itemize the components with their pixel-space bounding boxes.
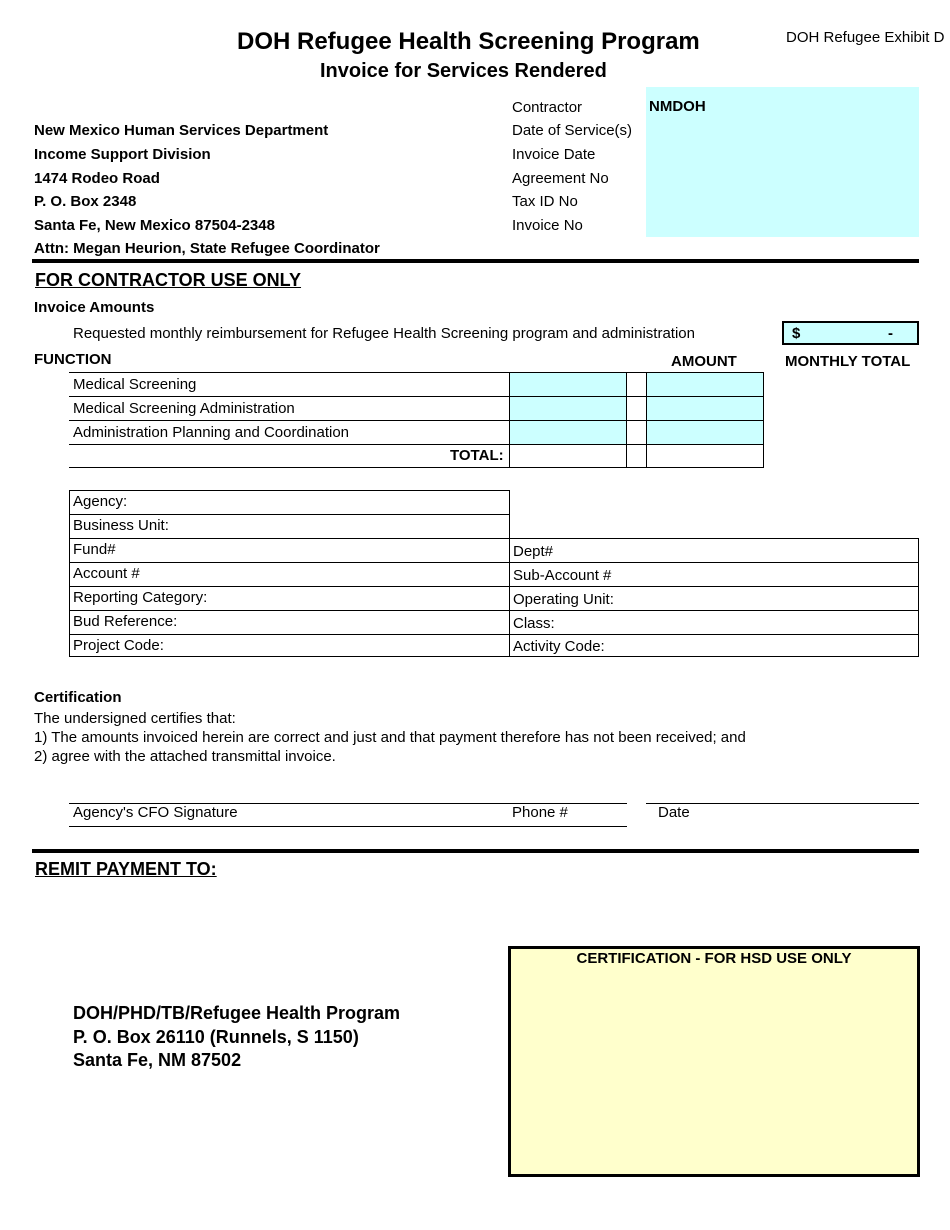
activity-code-field[interactable] (509, 634, 919, 657)
date-of-service-label: Date of Service(s) (512, 122, 633, 139)
operating-unit-label: Operating Unit: (513, 591, 614, 608)
contractor-section-heading: FOR CONTRACTOR USE ONLY (35, 270, 302, 290)
cfo-signature-label: Agency's CFO Signature (73, 804, 238, 821)
certification-intro: The undersigned certifies that: (34, 710, 236, 727)
monthly-total-label: MONTHLY TOTAL (785, 353, 911, 370)
function-label: FUNCTION (34, 351, 112, 368)
certification-heading: Certification (34, 689, 122, 706)
project-code-label: Project Code: (73, 637, 164, 654)
contractor-label: Contractor (512, 99, 583, 116)
amount-input-medical-screening[interactable] (509, 372, 627, 397)
monthly-input-medical-screening[interactable] (646, 372, 764, 397)
requested-text: Requested monthly reimbursement for Refugee Health Screening program and administration (73, 325, 695, 342)
account-label: Account # (73, 565, 140, 582)
agency-label: Agency: (73, 493, 128, 510)
sub-account-field[interactable] (509, 562, 919, 587)
account-field[interactable] (69, 562, 510, 587)
certification-line-2: 2) agree with the attached transmittal invoice. (34, 748, 336, 765)
page-subtitle: Invoice for Services Rendered (320, 60, 607, 82)
spacer-cell (626, 444, 647, 468)
business-unit-label: Business Unit: (73, 517, 169, 534)
remit-line-1: DOH/PHD/TB/Refugee Health Program (73, 1003, 401, 1023)
address-line-4: P. O. Box 2348 (34, 193, 137, 210)
cfo-signature-field[interactable] (73, 804, 503, 826)
remit-line-2: P. O. Box 26110 (Runnels, S 1150) (73, 1027, 359, 1047)
monthly-input-admin-planning[interactable] (646, 420, 764, 445)
monthly-total-value: - (888, 325, 893, 342)
invoice-amounts-label: Invoice Amounts (34, 299, 155, 316)
monthly-input-medical-screening-admin[interactable] (646, 396, 764, 421)
contractor-value: NMDOH (649, 98, 706, 115)
function-row-medical-screening: Medical Screening (73, 376, 197, 393)
certification-line-1: 1) The amounts invoiced herein are correct and just and that payment therefore has not been received; and (34, 729, 746, 746)
sub-account-label: Sub-Account # (513, 567, 612, 584)
spacer-cell (626, 372, 647, 397)
address-line-6: Attn: Megan Heurion, State Refugee Coordinator (34, 240, 380, 257)
date-field[interactable] (658, 804, 913, 826)
operating-unit-field[interactable] (509, 586, 919, 611)
bud-reference-field[interactable] (69, 610, 510, 635)
hsd-certification-box[interactable] (508, 946, 920, 1177)
tax-id-label: Tax ID No (512, 193, 578, 210)
address-line-3: 1474 Rodeo Road (34, 170, 160, 187)
amount-label: AMOUNT (671, 353, 737, 370)
remit-heading: REMIT PAYMENT TO: (35, 859, 217, 879)
hsd-certification-title: CERTIFICATION - FOR HSD USE ONLY (576, 950, 852, 967)
address-line-2: Income Support Division (34, 146, 211, 163)
class-field[interactable] (509, 610, 919, 635)
business-unit-field[interactable] (69, 514, 510, 539)
monthly-total-field[interactable] (782, 321, 919, 345)
reporting-category-field[interactable] (69, 586, 510, 611)
phone-label: Phone # (512, 804, 568, 821)
activity-code-label: Activity Code: (513, 638, 605, 655)
fund-field[interactable] (69, 538, 510, 563)
page-title: DOH Refugee Health Screening Program (237, 28, 700, 55)
invoice-no-label: Invoice No (512, 217, 583, 234)
dept-label: Dept# (513, 543, 554, 560)
amount-input-medical-screening-admin[interactable] (509, 396, 627, 421)
spacer-cell (626, 396, 647, 421)
amount-input-admin-planning[interactable] (509, 420, 627, 445)
exhibit-label: DOH Refugee Exhibit D (786, 29, 945, 46)
monthly-total-currency: $ (792, 325, 801, 342)
function-row-admin-planning: Administration Planning and Coordination (73, 424, 350, 441)
spacer-cell (626, 420, 647, 445)
monthly-total-cell (646, 444, 764, 468)
section-divider (32, 849, 919, 853)
amount-total-cell (509, 444, 627, 468)
fund-label: Fund# (73, 541, 116, 558)
date-label: Date (658, 804, 690, 821)
remit-line-3: Santa Fe, NM 87502 (73, 1050, 242, 1070)
total-label: TOTAL: (450, 447, 504, 464)
bud-reference-label: Bud Reference: (73, 613, 178, 630)
address-line-1: New Mexico Human Services Department (34, 122, 329, 139)
address-line-5: Santa Fe, New Mexico 87504-2348 (34, 217, 275, 234)
class-label: Class: (513, 615, 555, 632)
project-code-field[interactable] (69, 634, 510, 657)
phone-field[interactable] (512, 804, 622, 826)
invoice-date-label: Invoice Date (512, 146, 596, 163)
agency-field[interactable] (69, 490, 510, 515)
signature-line-bottom (69, 826, 627, 827)
function-row-medical-screening-admin: Medical Screening Administration (73, 400, 295, 417)
reporting-category-label: Reporting Category: (73, 589, 208, 606)
agreement-no-label: Agreement No (512, 170, 609, 187)
dept-field[interactable] (509, 538, 919, 563)
section-divider (32, 259, 919, 263)
